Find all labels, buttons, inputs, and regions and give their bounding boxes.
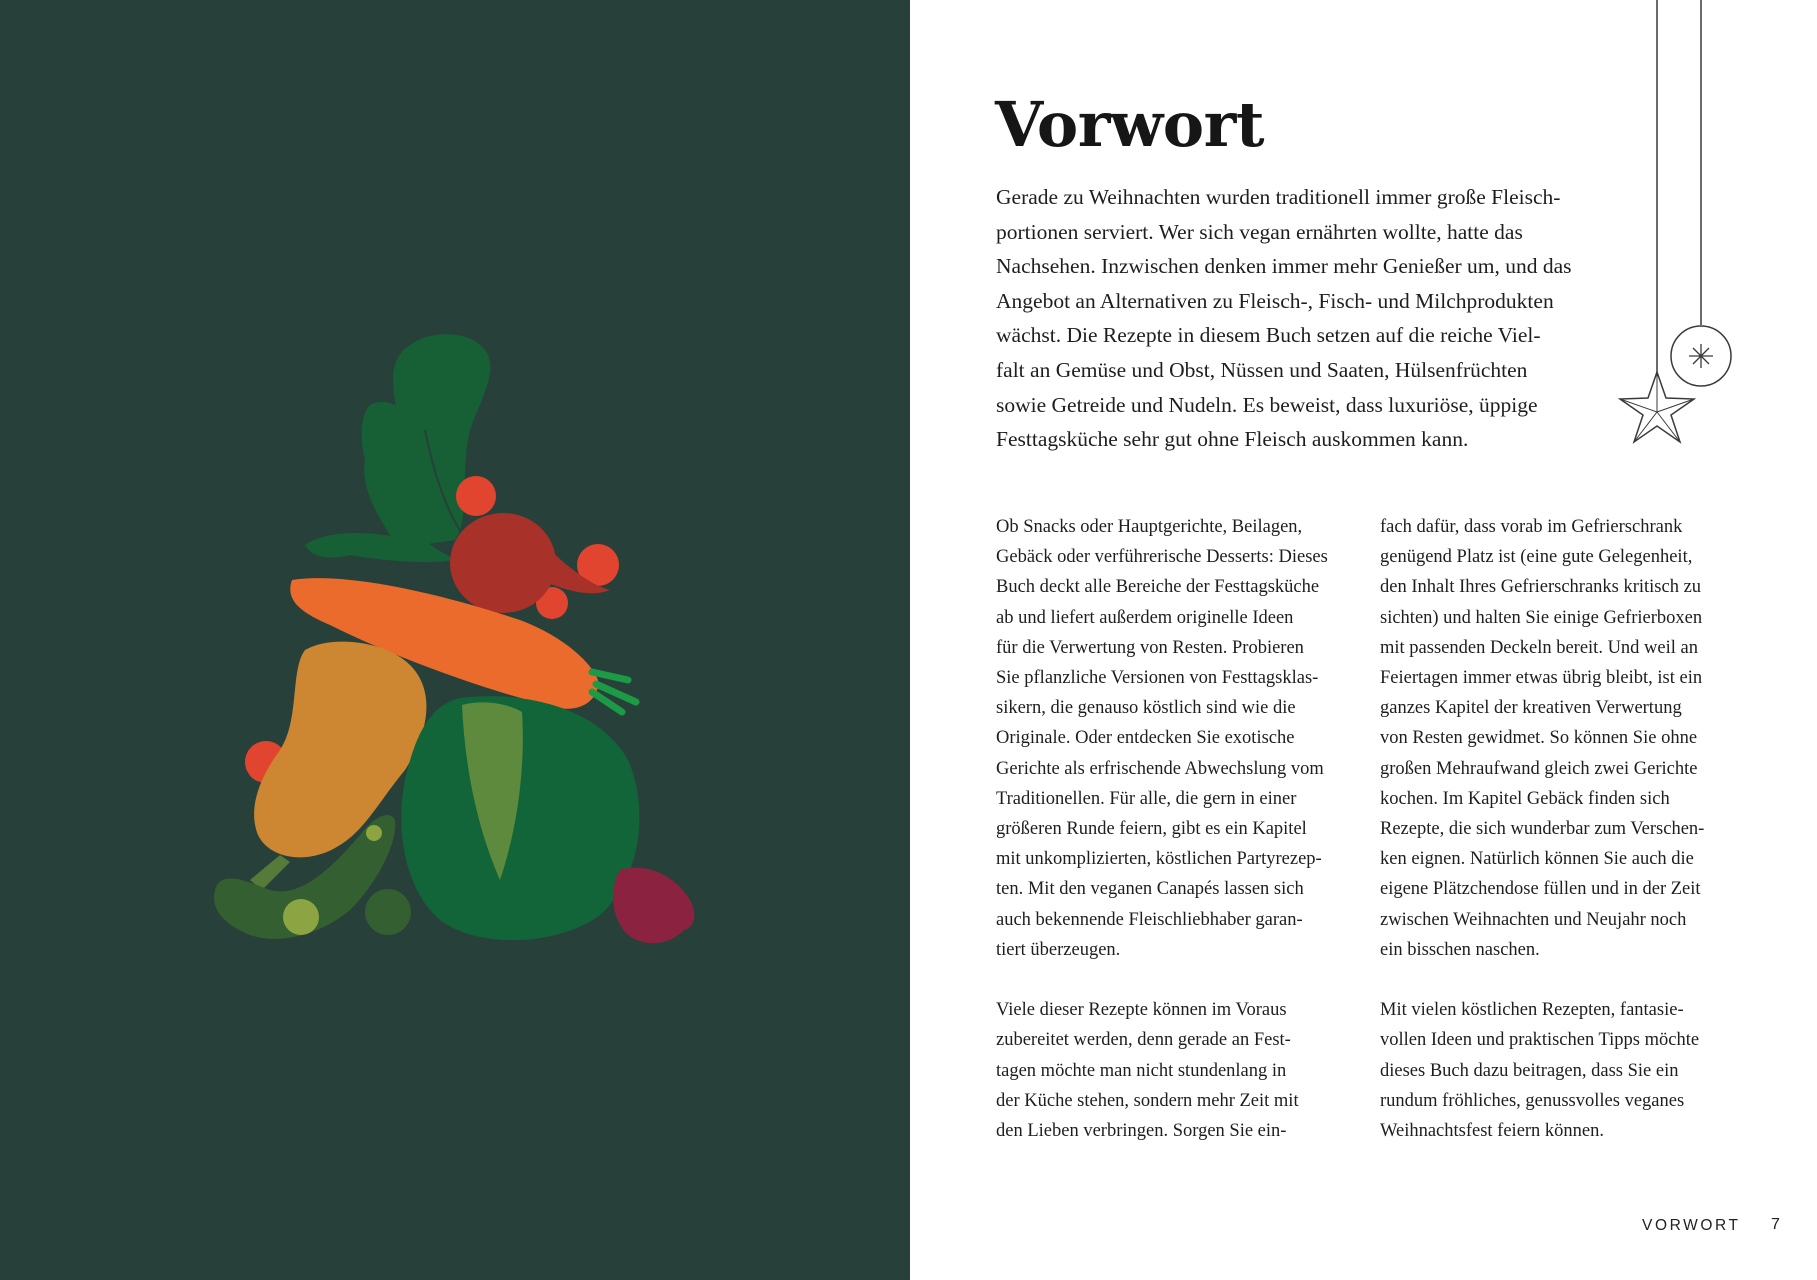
- body-line: Weihnachtsfest feiern können.: [1380, 1121, 1605, 1142]
- intro-line: Festtagsküche sehr gut ohne Fleisch auskommen kann.: [996, 427, 1469, 452]
- body-line: tiert überzeugen.: [996, 939, 1121, 960]
- pea: [365, 889, 411, 935]
- body-line: Viele dieser Rezepte können im Voraus: [996, 1000, 1287, 1021]
- body-line: zubereitet werden, denn gerade an Fest-: [996, 1030, 1291, 1051]
- right-page: [910, 0, 1817, 1280]
- body-paragraph: [1380, 995, 1740, 1146]
- body-line: Sie pflanzliche Versionen von Festtagsklas-: [996, 668, 1319, 689]
- body-paragraph: [996, 512, 1356, 965]
- pea: [283, 899, 319, 935]
- intro-line: Nachsehen. Inzwischen denken immer mehr Genießer um, und das: [996, 254, 1572, 279]
- body-line: rundum fröhliches, genussvolles veganes: [1380, 1090, 1685, 1111]
- body-line: größeren Runde feiern, gibt es ein Kapitel: [996, 819, 1307, 840]
- running-footer-section: VORWORT: [1642, 1217, 1741, 1234]
- body-line: ab und liefert außerdem originelle Ideen: [996, 607, 1294, 628]
- bauble-starburst-icon: [1689, 344, 1713, 368]
- intro-line: sowie Getreide und Nudeln. Es beweist, dass luxuriöse, üppige: [996, 392, 1538, 417]
- body-line: kochen. Im Kapitel Gebäck finden sich: [1380, 788, 1670, 809]
- body-line: dieses Buch dazu beitragen, dass Sie ein: [1380, 1060, 1679, 1081]
- body-line: für die Verwertung von Resten. Probieren: [996, 637, 1304, 658]
- body-line: Buch deckt alle Bereiche der Festtagsküche: [996, 577, 1320, 598]
- body-line: tagen möchte man nicht stundenlang in: [996, 1060, 1287, 1081]
- body-column-left: [996, 512, 1356, 1146]
- body-line: mit unkomplizierten, köstlichen Partyrezep-: [996, 849, 1322, 870]
- body-line: Ob Snacks oder Hauptgerichte, Beilagen,: [996, 517, 1303, 537]
- intro-line: Angebot an Alternativen zu Fleisch-, Fisch- und Milchprodukten: [996, 288, 1554, 313]
- page-title: Vorwort: [995, 88, 1264, 161]
- body-line: großen Mehraufwand gleich zwei Gerichte: [1380, 758, 1698, 779]
- tomato-top: [456, 476, 496, 516]
- body-line: mit passenden Deckeln bereit. Und weil an: [1380, 637, 1698, 658]
- body-line: den Lieben verbringen. Sorgen Sie ein-: [996, 1121, 1287, 1142]
- body-line: sikern, die genauso köstlich sind wie die: [996, 698, 1296, 719]
- body-line: der Küche stehen, sondern mehr Zeit mit: [996, 1090, 1299, 1111]
- body-column-right: [1380, 512, 1740, 1146]
- body-line: ken eignen. Natürlich können Sie auch die: [1380, 849, 1694, 870]
- intro-line: wächst. Die Rezepte in diesem Buch setzen auf die reiche Viel-: [996, 323, 1541, 348]
- intro-line: Gerade zu Weihnachten wurden traditionell immer große Fleisch-: [996, 185, 1561, 209]
- body-line: Rezepte, die sich wunderbar zum Verschen-: [1380, 819, 1705, 840]
- beet: [450, 513, 556, 613]
- body-paragraph: [996, 995, 1356, 1146]
- intro-line: portionen serviert. Wer sich vegan ernährten wollte, hatte das: [996, 219, 1523, 244]
- body-line: Mit vielen köstlichen Rezepten, fantasie-: [1380, 1000, 1684, 1021]
- body-line: ten. Mit den veganen Canapés lassen sich: [996, 879, 1304, 900]
- pea: [366, 825, 382, 841]
- body-line: Gebäck oder verführerische Desserts: Dieses: [996, 547, 1328, 568]
- body-line: genügend Platz ist (eine gute Gelegenheit,: [1380, 547, 1693, 568]
- body-line: fach dafür, dass vorab im Gefrierschrank: [1380, 517, 1683, 537]
- body-line: den Inhalt Ihres Gefrierschranks kritisch zu: [1380, 577, 1702, 598]
- body-line: Traditionellen. Für alle, die gern in einer: [996, 788, 1297, 809]
- body-paragraph: [1380, 512, 1740, 965]
- body-line: Feiertagen immer etwas übrig bleibt, ist ein: [1380, 668, 1703, 689]
- body-line: auch bekennende Fleischliebhaber garan-: [996, 909, 1303, 930]
- body-line: ganzes Kapitel der kreativen Verwertung: [1380, 698, 1682, 719]
- body-line: vollen Ideen und praktischen Tipps möchte: [1380, 1030, 1700, 1051]
- body-line: zwischen Weihnachten und Neujahr noch: [1380, 909, 1687, 930]
- body-line: Originale. Oder entdecken Sie exotische: [996, 728, 1295, 749]
- body-line: ein bisschen naschen.: [1380, 939, 1540, 960]
- intro-line: falt an Gemüse und Obst, Nüssen und Saaten, Hülsenfrüchten: [996, 357, 1528, 382]
- page-number: 7: [1771, 1216, 1780, 1233]
- carrot-top: [592, 672, 636, 712]
- body-line: von Resten gewidmet. So können Sie ohne: [1380, 728, 1698, 749]
- body-line: Gerichte als erfrischende Abwechslung vom: [996, 758, 1324, 779]
- radish: [613, 868, 694, 944]
- body-line: sichten) und halten Sie einige Gefrierboxen: [1380, 607, 1703, 628]
- body-line: eigene Plätzchendose füllen und in der Zeit: [1380, 879, 1701, 900]
- intro-paragraph: [996, 180, 1606, 457]
